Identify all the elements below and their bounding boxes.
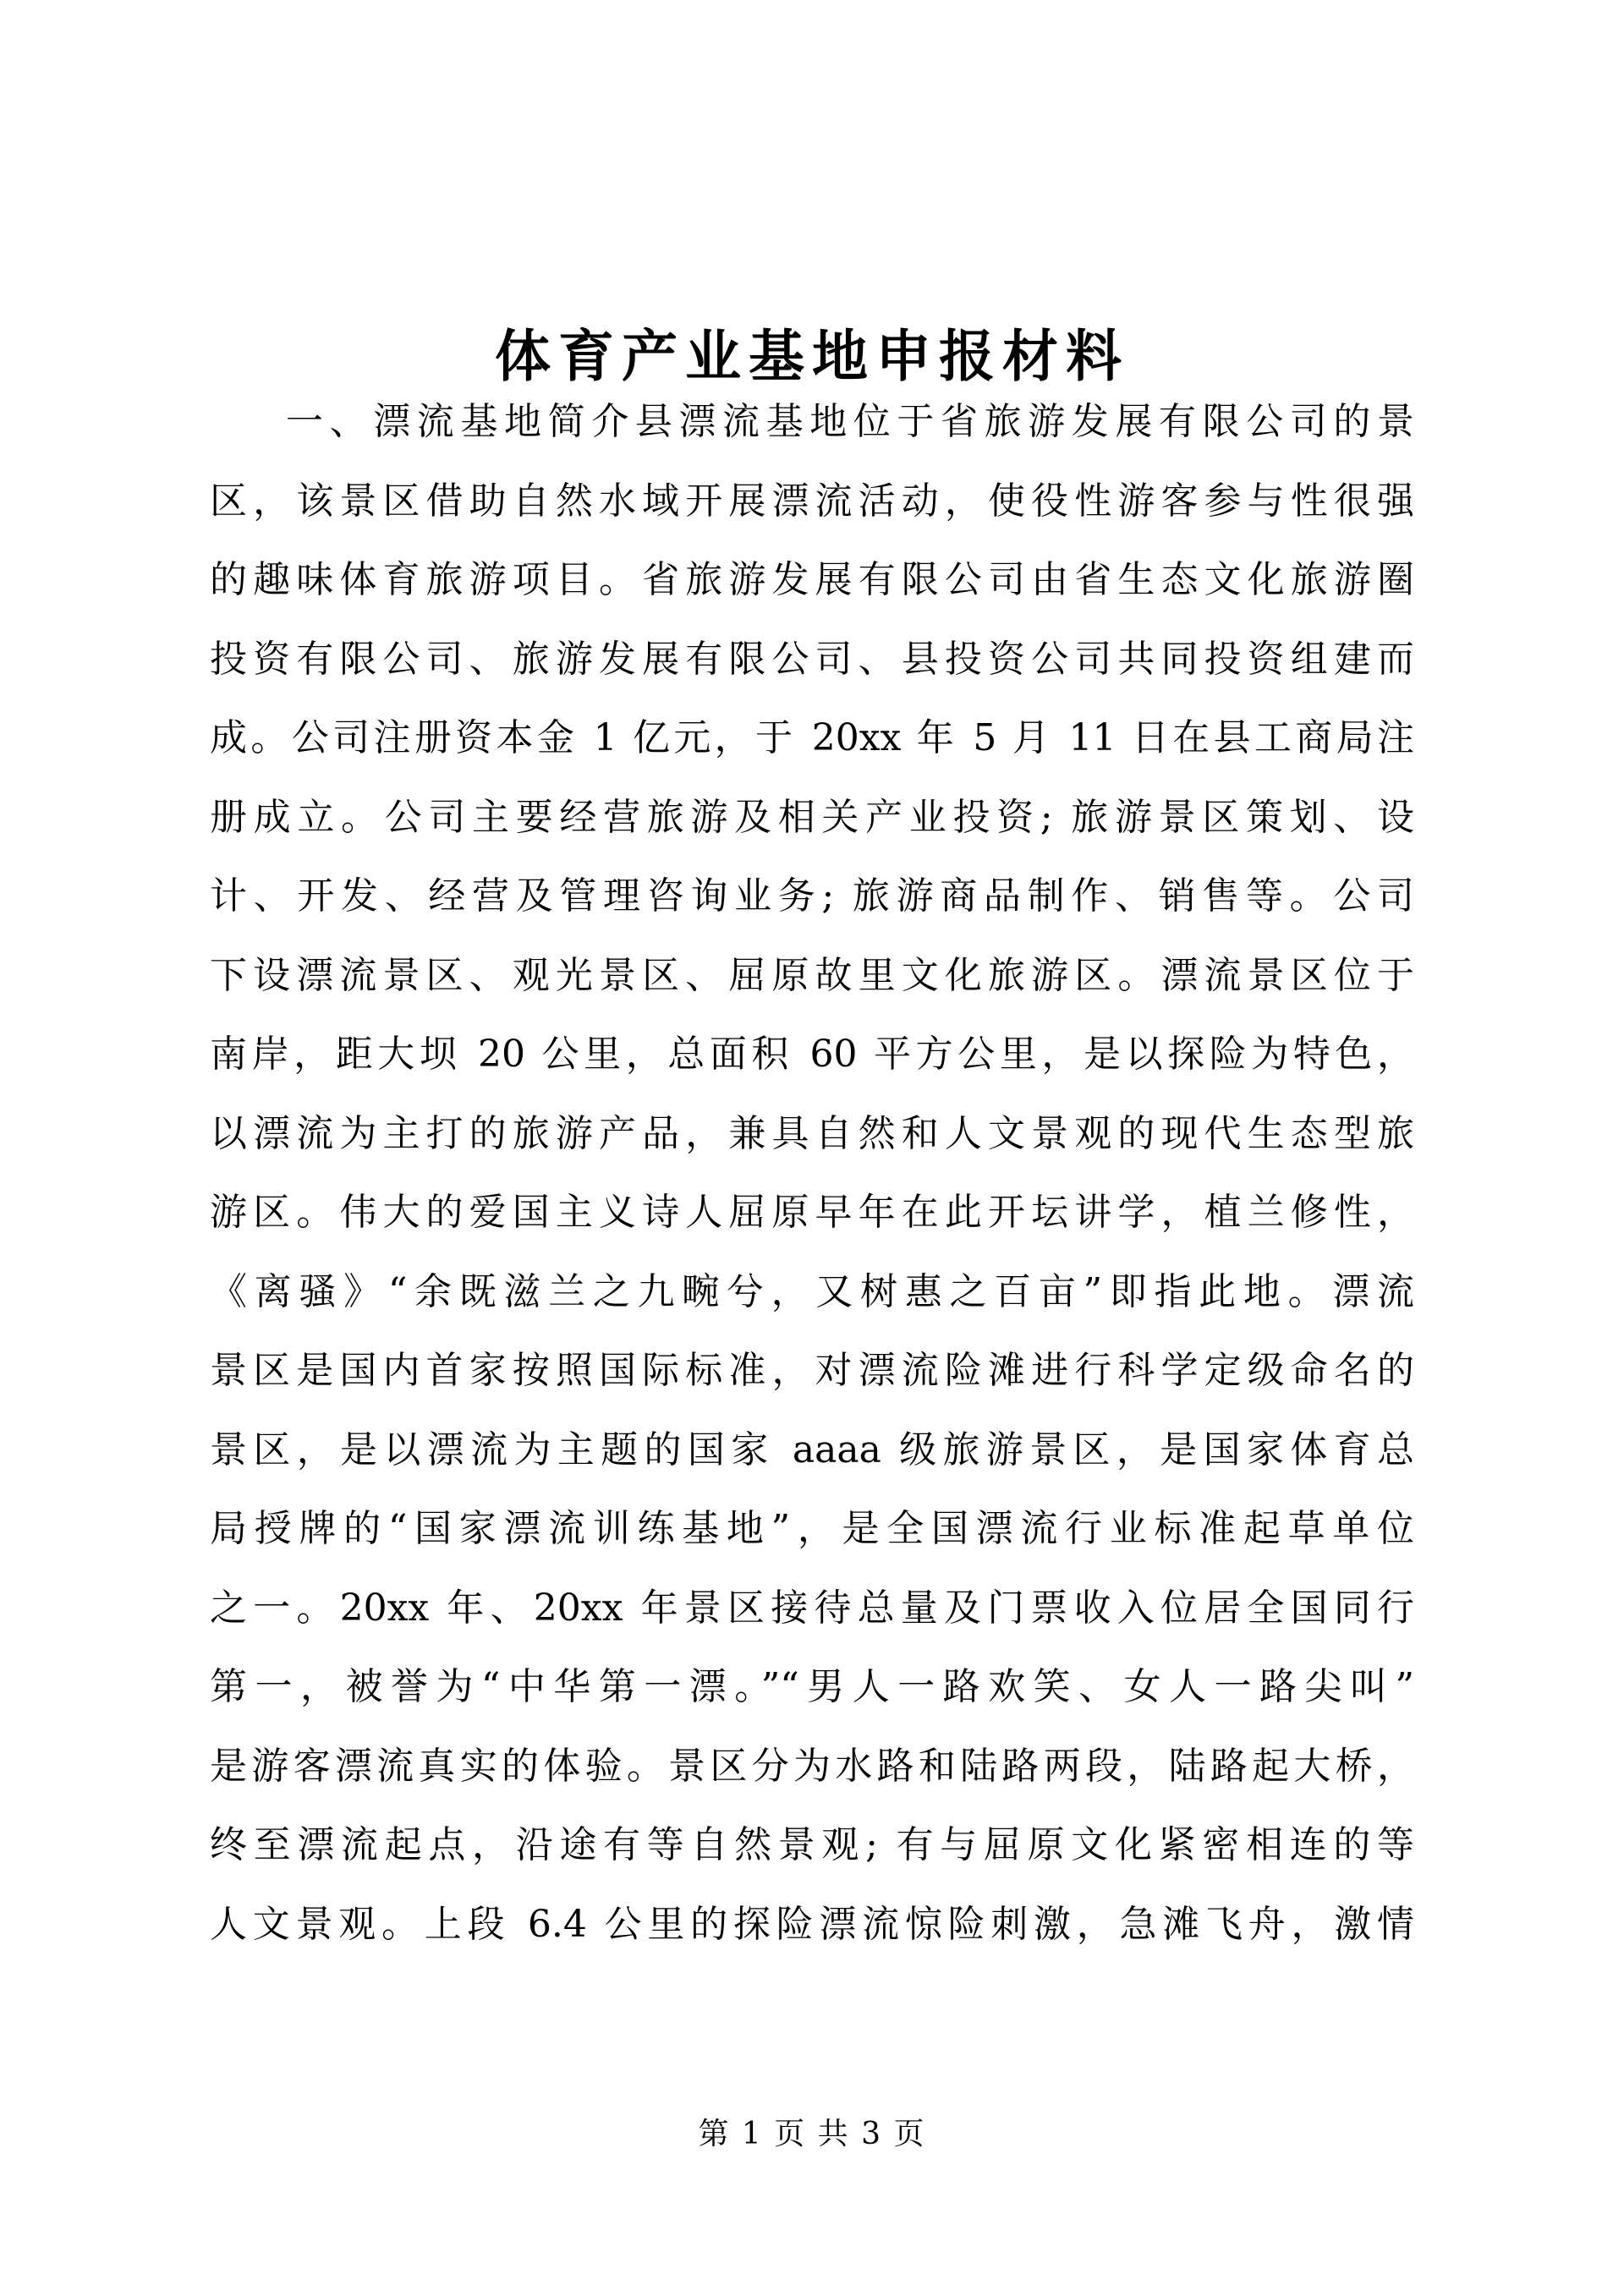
body-line-3: 的趣味体育旅游项目。省旅游发展有限公司由省生态文化旅游圈 [210,558,1414,601]
body-line-10: 以漂流为主打的旅游产品，兼具自然和人文景观的现代生态型旅 [210,1111,1414,1155]
body-line-20: 人文景观。上段 6.4 公里的探险漂流惊险刺激，急滩飞舟，激情 [210,1902,1414,1946]
body-line-5: 成。公司注册资本金 1 亿元，于 20xx 年 5 月 11 日在县工商局注 [210,716,1414,759]
body-line-2: 区，该景区借助自然水域开展漂流活动，使役性游客参与性很强 [210,479,1414,523]
body-line-16: 之一。20xx 年、20xx 年景区接待总量及门票收入位居全国同行 [210,1586,1414,1630]
body-line-6: 册成立。公司主要经营旅游及相关产业投资; 旅游景区策划、设 [210,795,1414,839]
body-line-18: 是游客漂流真实的体验。景区分为水路和陆路两段，陆路起大桥， [210,1744,1414,1788]
body-line-13: 景区是国内首家按照国际标准，对漂流险滩进行科学定级命名的 [210,1349,1414,1392]
page-footer [0,2116,1624,2152]
body-line-4: 投资有限公司、旅游发展有限公司、县投资公司共同投资组建而 [210,637,1414,681]
body-line-9: 南岸，距大坝 20 公里，总面积 60 平方公里，是以探险为特色， [210,1033,1414,1076]
body-line-14: 景区，是以漂流为主题的国家 aaaa 级旅游景区，是国家体育总 [210,1427,1414,1471]
body-line-17: 第一，被誉为“中华第一漂。”“男人一路欢笑、女人一路尖叫” [210,1665,1414,1708]
body-line-11: 游区。伟大的爱国主义诗人屈原早年在此开坛讲学，植兰修性， [210,1191,1414,1234]
body-line-15: 局授牌的“国家漂流训练基地”，是全国漂流行业标准起草单位 [210,1507,1414,1550]
body-line-7: 计、开发、经营及管理咨询业务; 旅游商品制作、销售等。公司 [210,874,1414,918]
body-line-1: 一、漂流基地简介县漂流基地位于省旅游发展有限公司的景 [286,400,1414,443]
page-number-label: 第 1 页 共 3 页 [698,2117,926,2151]
document-body [210,382,1414,1964]
body-line-8: 下设漂流景区、观光景区、屈原故里文化旅游区。漂流景区位于 [210,953,1414,997]
body-line-12: 《离骚》“余既滋兰之九畹兮，又树惠之百亩”即指此地。漂流 [210,1269,1414,1313]
body-line-19: 终至漂流起点，沿途有等自然景观; 有与屈原文化紧密相连的等 [210,1823,1414,1866]
document-title: 体育产业基地申报材料 [495,323,1129,390]
